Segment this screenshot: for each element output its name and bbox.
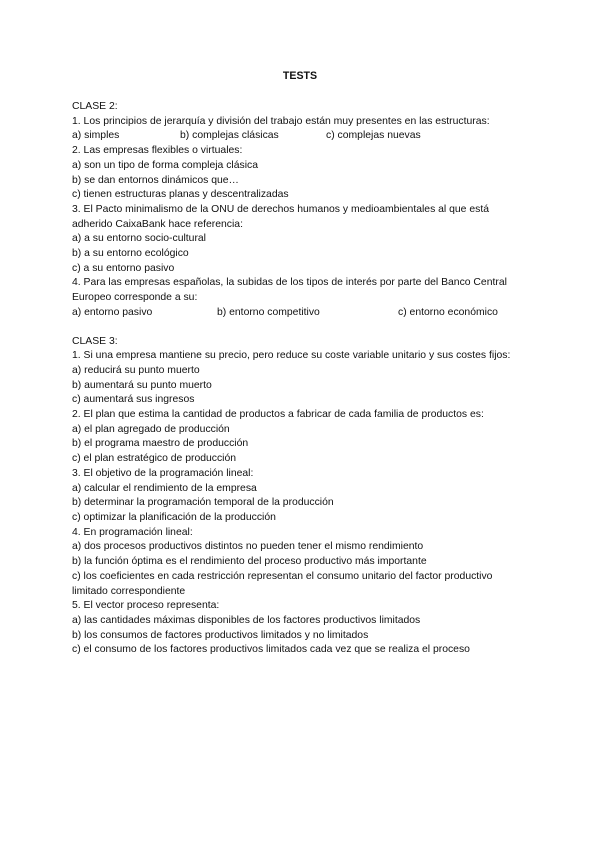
answer-option: a) reducirá su punto muerto [72, 364, 200, 376]
answer-option: a) son un tipo de forma compleja clásica [72, 159, 258, 171]
section-heading: CLASE 2: [72, 101, 118, 112]
question-block [72, 526, 528, 600]
answer-option: a) calcular el rendimiento de la empresa [72, 482, 257, 494]
answer-option: b) aumentará su punto muerto [72, 379, 212, 391]
section-clase-2 [72, 100, 528, 321]
answer-option: c) complejas nuevas [326, 130, 421, 142]
section-clase-3 [72, 335, 528, 658]
question-block [72, 599, 528, 658]
answer-option: c) el consumo de los factores productivos limitados cada vez que se realiza el proceso [72, 644, 470, 656]
question-stem: 1. Los principios de jerarquía y división del trabajo están muy presentes en las estructuras: [72, 115, 490, 127]
answer-option: a) las cantidades máximas disponibles de los factores productivos limitados [72, 614, 421, 626]
question-block [72, 467, 528, 526]
answer-options-row [72, 306, 528, 321]
answer-option: b) entorno competitivo [217, 306, 320, 318]
question-block [72, 349, 528, 408]
answer-option: a) simples [72, 130, 120, 142]
answer-option: c) el plan estratégico de producción [72, 453, 237, 465]
answer-option: c) los coeficientes en cada restricción representan el consumo unitario del factor productivo limitado correspondiente [72, 570, 493, 597]
question-stem: 5. El vector proceso representa: [72, 600, 220, 612]
question-stem: 3. El objetivo de la programación lineal: [72, 467, 254, 479]
answer-option: a) entorno pasivo [72, 306, 153, 318]
question-stem: 4. En programación lineal: [72, 526, 193, 538]
answer-option: c) optimizar la planificación de la producción [72, 511, 276, 523]
question-stem: 1. Si una empresa mantiene su precio, pero reduce su coste variable unitario y sus costes fijos: [72, 350, 511, 362]
answer-option: b) los consumos de factores productivos limitados y no limitados [72, 629, 369, 641]
answer-option: b) se dan entornos dinámicos que… [72, 174, 239, 186]
question-block [72, 115, 528, 144]
answer-option: b) el programa maestro de producción [72, 438, 249, 450]
answer-option: b) complejas clásicas [180, 130, 279, 142]
question-block [72, 144, 528, 203]
question-block [72, 408, 528, 467]
answer-option: c) entorno económico [398, 306, 498, 318]
answer-option: b) determinar la programación temporal de la producción [72, 497, 334, 509]
question-stem: 2. Las empresas flexibles o virtuales: [72, 145, 243, 157]
document-title: TESTS [282, 70, 318, 82]
question-block [72, 276, 528, 320]
document-body [72, 100, 528, 672]
answer-option: c) a su entorno pasivo [72, 262, 175, 274]
answer-option: b) a su entorno ecológico [72, 248, 189, 260]
answer-option: a) el plan agregado de producción [72, 423, 230, 435]
answer-option: a) a su entorno socio-cultural [72, 233, 206, 245]
answer-option: a) dos procesos productivos distintos no pueden tener el mismo rendimiento [72, 541, 424, 553]
answer-options-row [72, 129, 528, 144]
question-stem: 2. El plan que estima la cantidad de productos a fabricar de cada familia de productos es: [72, 409, 484, 421]
answer-option: b) la función óptima es el rendimiento del proceso productivo más importante [72, 556, 427, 568]
answer-option: c) aumentará sus ingresos [72, 394, 195, 406]
question-stem: 4. Para las empresas españolas, la subidas de los tipos de interés por parte del Banco Central Europeo corresponde a su: [72, 277, 507, 304]
question-block [72, 203, 528, 277]
section-heading: CLASE 3: [72, 335, 118, 347]
question-stem: 3. El Pacto minimalismo de la ONU de derechos humanos y medioambientales al que está adherido CaixaBank hace referencia: [72, 203, 489, 230]
answer-option: c) tienen estructuras planas y descentralizadas [72, 189, 289, 201]
